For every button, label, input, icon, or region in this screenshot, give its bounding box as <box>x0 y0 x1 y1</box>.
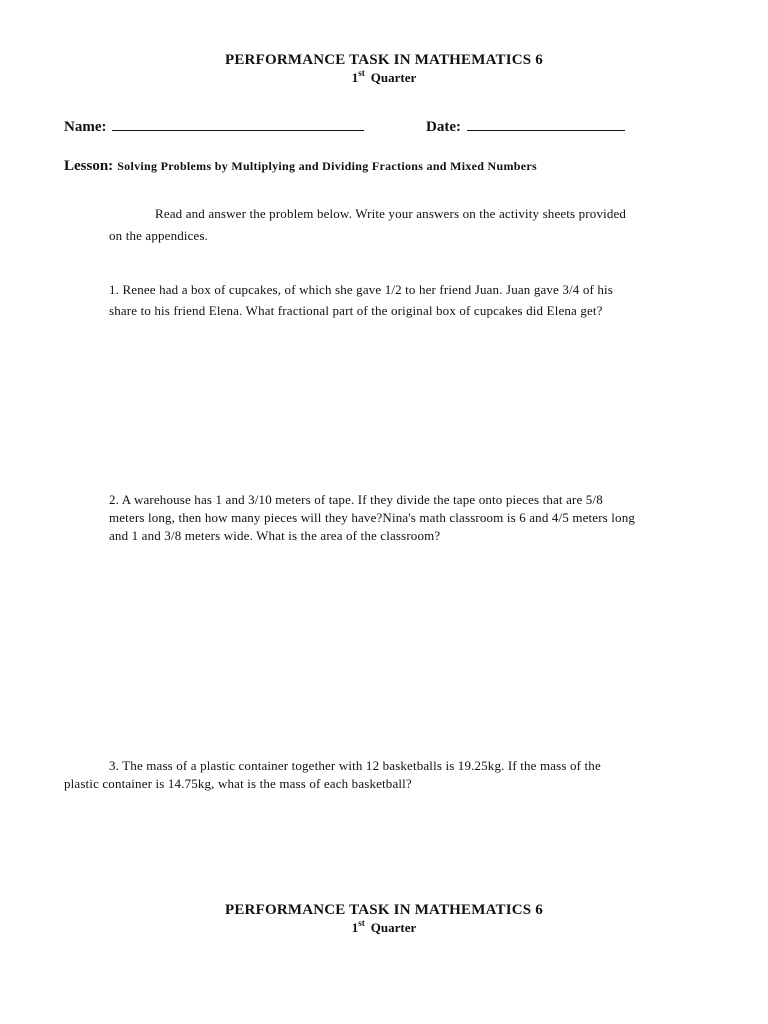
problem-3-line-2: plastic container is 14.75kg, what is the mass of each basketball? <box>64 776 412 791</box>
page-title: PERFORMANCE TASK IN MATHEMATICS 6 <box>224 52 543 68</box>
quarter-word: Quarter <box>370 70 417 85</box>
quarter-number: 1 <box>351 70 359 85</box>
name-blank-line[interactable] <box>112 118 364 131</box>
name-field[interactable] <box>64 118 364 136</box>
problem-2-line-2: meters long, then how many pieces will they have?Nina's math classroom is 6 and 4/5 meters long <box>109 510 636 525</box>
footer-title: PERFORMANCE TASK IN MATHEMATICS 6 <box>224 902 543 918</box>
footer-quarter-label <box>0 920 768 936</box>
quarter-ordinal: st <box>358 68 365 78</box>
problem-1-line-1: 1. Renee had a box of cupcakes, of which she gave 1/2 to her friend Juan. Juan gave 3/4 of his <box>109 282 613 297</box>
footer-quarter-number: 1 <box>351 920 359 935</box>
name-label: Name: <box>64 119 107 135</box>
problem-3-line-1: 3. The mass of a plastic container together with 12 basketballs is 19.25kg. If the mass of the <box>109 758 601 773</box>
lesson-title: Solving Problems by Multiplying and Dividing Fractions and Mixed Numbers <box>117 159 537 173</box>
date-label: Date: <box>426 119 461 135</box>
footer-quarter-word: Quarter <box>370 920 417 935</box>
quarter-label <box>0 70 768 86</box>
problem-2-line-3: and 1 and 3/8 meters wide. What is the area of the classroom? <box>109 528 441 543</box>
date-field[interactable] <box>426 118 625 136</box>
instructions-line-2: on the appendices. <box>109 228 209 243</box>
problem-2-line-1: 2. A warehouse has 1 and 3/10 meters of tape. If they divide the tape onto pieces that are 5/8 <box>109 492 603 507</box>
date-blank-line[interactable] <box>467 118 625 131</box>
footer-quarter-ordinal: st <box>358 918 365 928</box>
lesson-label: Lesson: <box>64 158 114 174</box>
problem-1-line-2: share to his friend Elena. What fractional part of the original box of cupcakes did Elena get? <box>109 303 603 318</box>
instructions-line-1: Read and answer the problem below. Write your answers on the activity sheets provided <box>155 206 627 221</box>
lesson-line <box>64 157 537 175</box>
